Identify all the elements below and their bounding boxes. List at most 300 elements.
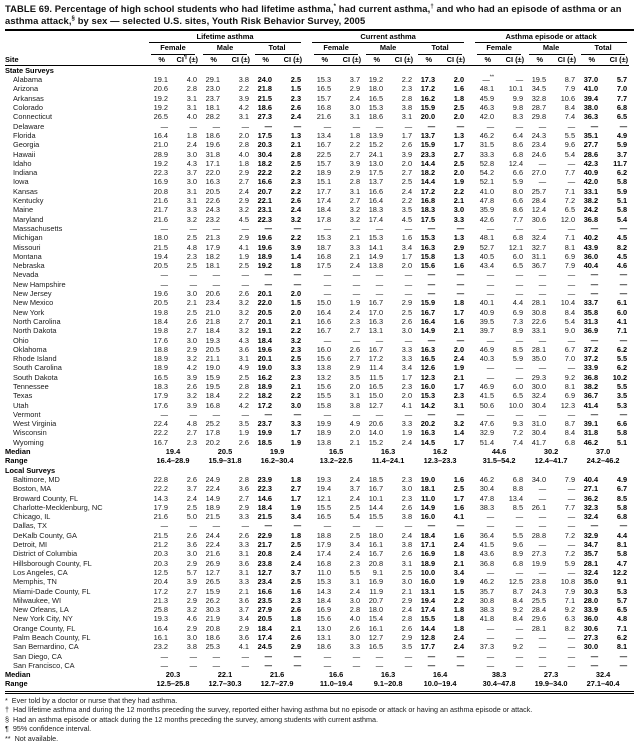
site-cell: Alabama [13, 75, 43, 85]
gap-cell [466, 326, 473, 335]
percent-cell: 18.8 [153, 344, 168, 354]
data-row [5, 336, 629, 345]
percent-cell: — [160, 223, 168, 233]
percent-cell: 42.0 [583, 177, 599, 187]
ci-cell: — [352, 270, 361, 280]
percent-cell: 18.2 [257, 391, 272, 401]
percent-cell: 15.0 [316, 298, 332, 308]
site-cell: Wyoming [13, 437, 44, 447]
gap-cell [466, 233, 473, 242]
ci-cell: 3.8 [349, 400, 361, 410]
percent-cell: — [486, 567, 495, 577]
gap-cell [466, 252, 473, 261]
percent-cell: 12.3 [420, 372, 436, 382]
ci-cell: 8.1 [564, 381, 576, 391]
percent-cell: 18.0 [368, 84, 384, 94]
gap-cell [303, 633, 310, 642]
ci-cell: 2.5 [401, 567, 413, 577]
ci-cell: 1.9 [238, 251, 249, 261]
ci-cell: 2.2 [290, 233, 302, 243]
ci-cell: 7.9 [564, 261, 576, 271]
percent-cell: 24.1 [368, 149, 384, 159]
top-rule [5, 29, 634, 31]
ci-cell: 2.7 [349, 149, 361, 159]
ci-cell: 5.9 [512, 177, 524, 187]
percent-cell: 15.3 [420, 391, 436, 401]
percent-cell: 14.9 [368, 251, 384, 261]
percent-cell: 20.3 [257, 140, 272, 150]
percent-cell: 36.7 [531, 261, 547, 271]
gap-cell [466, 196, 473, 205]
ci-cell: 2.7 [401, 168, 413, 178]
ci-cell: 5.7 [186, 567, 197, 577]
percent-cell: 32.4 [583, 512, 599, 522]
percent-cell: 36.9 [583, 326, 599, 336]
ci-cell: — [404, 409, 413, 419]
ci-cell: 1.4 [453, 428, 465, 438]
ci-cell: 1.9 [290, 502, 302, 512]
data-row [5, 540, 629, 549]
percent-cell: 14.3 [153, 493, 168, 503]
ci-cell: 2.5 [349, 530, 361, 540]
ci-cell: 2.6 [401, 549, 413, 559]
site-cell: Dallas, TX [13, 521, 47, 531]
percent-cell: 10.0 [420, 567, 436, 577]
percent-cell: 16.4 [368, 196, 384, 206]
gap-cell [303, 503, 310, 512]
ci-cell: 2.3 [401, 474, 413, 484]
ci-cell: 4.7 [616, 558, 628, 568]
percent-cell: 15.3 [316, 577, 332, 587]
percent-cell: 13.1 [368, 326, 384, 336]
gap-cell [303, 159, 310, 168]
percent-cell: 46.2 [479, 474, 495, 484]
gap-cell [466, 280, 473, 289]
percent-cell: 41.5 [479, 540, 495, 550]
ci-cell: 6.6 [512, 168, 524, 178]
ci-cell: 3.4 [401, 363, 413, 373]
percent-cell: 29.3 [531, 372, 547, 382]
ci-cell: 2.8 [238, 474, 249, 484]
percent-cell: 15.9 [420, 103, 436, 113]
ci-cell: 3.8 [401, 540, 413, 550]
gap-cell [303, 150, 310, 159]
percent-cell: 23.5 [257, 595, 272, 605]
percent-cell: 18.4 [205, 326, 220, 336]
percent-cell: 18.6 [257, 103, 272, 113]
footnotes [5, 696, 634, 744]
ci-cell: 1.4 [290, 251, 302, 261]
summary-value-cell: 27.3 [543, 670, 559, 680]
data-row [5, 605, 629, 614]
ci-cell: 3.3 [401, 344, 413, 354]
percent-cell: 40.5 [479, 251, 495, 261]
percent-cell: 14.6 [257, 493, 272, 503]
percent-cell: 16.2 [420, 93, 436, 103]
percent-cell: 21.6 [153, 214, 168, 224]
ci-cell: 1.3 [453, 130, 465, 140]
ci-cell: — [567, 651, 576, 661]
percent-cell: 22.8 [153, 474, 168, 484]
percent-cell: 33.1 [583, 186, 599, 196]
footnote-marker: * [333, 3, 337, 10]
ci-cell: 2.0 [290, 289, 302, 299]
percent-cell: 18.9 [153, 363, 168, 373]
gap-cell [466, 243, 473, 252]
gap-cell [303, 103, 310, 112]
bottom-rule [5, 691, 634, 694]
ci-cell: 3.0 [401, 326, 413, 336]
ci-cell: 4.9 [616, 474, 628, 484]
gap-cell [303, 614, 310, 623]
ci-cell: 2.6 [349, 623, 361, 633]
ci-cell: 2.6 [186, 474, 197, 484]
summary-row [5, 679, 629, 688]
data-row [5, 215, 629, 224]
percent-cell: 16.4 [153, 130, 168, 140]
gap-cell [303, 401, 310, 410]
site-cell: Los Angeles, CA [13, 567, 68, 577]
percent-cell: 20.3 [153, 558, 168, 568]
ci-cell: 2.3 [349, 316, 361, 326]
ci-cell: 2.6 [290, 633, 302, 642]
percent-cell: 23.8 [531, 577, 547, 587]
percent-cell: 14.9 [420, 502, 436, 512]
sex-header [199, 43, 251, 54]
percent-cell: 16.7 [368, 344, 384, 354]
summary-value-cell: 16.5 [328, 447, 344, 457]
ci-cell: 3.2 [349, 205, 361, 215]
percent-cell: 34.0 [531, 474, 547, 484]
gap-cell [466, 345, 473, 354]
ci-cell: — [293, 121, 302, 131]
percent-cell: — [538, 484, 547, 494]
data-row [5, 391, 629, 400]
ci-cell: 4.8 [186, 419, 197, 429]
ci-cell: 2.6 [186, 530, 197, 540]
percent-cell: 26.5 [153, 112, 168, 122]
ci-cell: 3.2 [290, 335, 302, 345]
ci-cell: 1.7 [290, 493, 302, 503]
ci-cell: 2.3 [186, 437, 197, 447]
percent-cell: 18.9 [316, 168, 332, 178]
ci-cell: 2.4 [186, 140, 197, 150]
ci-cell: — [515, 567, 524, 577]
percent-cell: 24.0 [257, 75, 272, 85]
corner-cell [5, 32, 147, 43]
percent-cell: 16.5 [420, 354, 436, 364]
ci-cell: 2.2 [349, 140, 361, 150]
ci-cell: 10.6 [560, 93, 576, 103]
percent-cell: 41.5 [479, 391, 495, 401]
summary-value-cell: 12.7–27.9 [260, 679, 294, 689]
ci-cell: 3.9 [349, 158, 361, 168]
ci-cell: — [189, 651, 197, 661]
ci-cell: 4.8 [186, 242, 197, 252]
ci-cell: 1.9 [401, 428, 413, 438]
ci-cell: 1.6 [453, 84, 465, 94]
ci-cell: — [567, 484, 576, 494]
gap-cell [303, 661, 310, 670]
ci-cell: 8.0 [512, 186, 524, 196]
section-label: Local Surveys [5, 465, 56, 475]
ci-column-header: CI (±) [602, 55, 629, 66]
percent-cell: 25.8 [153, 605, 168, 615]
ci-cell: 1.8 [453, 614, 465, 624]
gap-cell [466, 484, 473, 493]
percent-cell: 23.2 [153, 642, 168, 652]
percent-cell: 14.2 [420, 400, 436, 410]
sex-header-label: Total [255, 43, 299, 54]
percent-cell: 20.6 [205, 289, 220, 299]
ci-cell: — [619, 335, 628, 345]
percent-cell: — [486, 121, 495, 131]
percent-cell: 16.1 [368, 540, 384, 550]
ci-cell: 2.0 [453, 344, 465, 354]
percent-cell: 21.5 [257, 93, 272, 103]
ci-cell: 3.5 [616, 391, 628, 401]
ci-cell: 2.4 [290, 112, 302, 122]
gap-cell [466, 447, 473, 456]
percent-cell: 19.2 [153, 158, 168, 168]
ci-cell: 7.2 [564, 549, 576, 559]
percent-cell: 15.2 [368, 437, 384, 447]
percent-cell: — [538, 540, 547, 550]
percent-cell: 12.6 [420, 363, 436, 373]
percent-cell: — [264, 121, 272, 131]
ci-column-header: CI (±) [335, 55, 362, 66]
data-row [5, 261, 629, 270]
ci-cell: 3.2 [290, 214, 302, 224]
group-header [147, 32, 303, 43]
gap-cell [466, 633, 473, 642]
ci-cell: 9.0 [564, 326, 576, 336]
percent-cell: — [323, 289, 332, 299]
ci-cell: 3.6 [238, 344, 249, 354]
percent-cell: 22.9 [257, 530, 272, 540]
percent-cell: 46.9 [479, 344, 495, 354]
footnote: ¶ 95% confidence interval. [5, 724, 92, 734]
ci-cell: 2.9 [401, 595, 413, 605]
percent-cell: 37.2 [583, 354, 599, 364]
ci-cell: 2.9 [349, 168, 361, 178]
gap-cell [466, 205, 473, 214]
percent-cell: 31.8 [205, 149, 220, 159]
ci-cell: 2.8 [349, 605, 361, 615]
ci-cell: — [404, 279, 413, 289]
site-cell: Hawaii [13, 149, 36, 159]
percent-cell: 17.2 [420, 84, 436, 94]
site-cell: North Dakota [13, 326, 57, 336]
ci-cell: 5.9 [512, 354, 524, 364]
ci-cell: 7.4 [564, 112, 576, 122]
gap-cell [466, 410, 473, 419]
ci-cell: 5.3 [616, 400, 628, 410]
percent-cell: 19.2 [153, 103, 168, 113]
asthma-table [5, 32, 629, 689]
ci-cell: 8.3 [512, 112, 524, 122]
data-row [5, 289, 629, 298]
site-cell: Maine [13, 205, 34, 215]
percent-cell: 19.2 [153, 93, 168, 103]
percent-cell: 15.3 [368, 103, 384, 113]
data-row [5, 401, 629, 410]
ci-cell: 4.5 [238, 214, 249, 224]
site-cell: Florida [13, 130, 36, 140]
ci-column-header: CI (±) [387, 55, 414, 66]
site-cell: Orange County, FL [13, 623, 76, 633]
ci-cell: 2.6 [186, 381, 197, 391]
ci-cell: — [619, 289, 628, 299]
percent-cell: 30.6 [531, 214, 547, 224]
percent-cell: — [427, 223, 436, 233]
percent-cell: 14.1 [368, 242, 384, 252]
percent-cell: — [160, 279, 168, 289]
percent-cell: 18.9 [257, 251, 272, 261]
gap-cell [466, 559, 473, 568]
ci-cell: 2.4 [349, 261, 361, 271]
ci-cell: 3.0 [186, 149, 197, 159]
percent-cell: 15.5 [368, 512, 384, 522]
site-cell: New Hampshire [13, 279, 66, 289]
percent-cell: 32.3 [583, 502, 599, 512]
gap-cell [466, 122, 473, 131]
ci-cell: 2.6 [290, 103, 302, 113]
summary-value-cell: 20.3 [165, 670, 181, 680]
percent-cell: 15.6 [316, 381, 332, 391]
summary-value-cell: 16.3 [380, 670, 396, 680]
percent-cell: — [486, 223, 495, 233]
summary-value-cell: 16.6 [328, 670, 344, 680]
ci-cell: 3.5 [349, 372, 361, 382]
percent-cell: 19.1 [257, 326, 272, 336]
ci-cell: — [241, 651, 249, 661]
ci-cell: 2.0 [238, 130, 249, 140]
percent-cell: — [427, 270, 436, 280]
gap-cell [303, 484, 310, 493]
data-row [5, 317, 629, 326]
ci-cell: 1.9 [349, 298, 361, 308]
ci-cell: 2.4 [453, 540, 465, 550]
percent-cell: 27.3 [583, 633, 599, 642]
gap-cell [466, 652, 473, 661]
ci-cell: 6.9 [564, 251, 576, 261]
ci-cell: — [515, 660, 524, 670]
percent-cell: 22.0 [205, 168, 220, 178]
percent-cell: 27.9 [257, 605, 272, 615]
ci-cell: 1.6 [453, 316, 465, 326]
group-header [473, 32, 629, 43]
percent-cell: 17.1 [420, 540, 436, 550]
percent-cell: 16.9 [368, 577, 384, 587]
data-row [5, 614, 629, 623]
ci-column-header: CI (±) [550, 55, 577, 66]
percent-cell: 18.4 [316, 595, 332, 605]
ci-cell: 7.1 [616, 326, 628, 336]
data-row [5, 177, 629, 186]
data-row [5, 577, 629, 586]
percent-cell: 20.5 [205, 344, 220, 354]
percent-cell: 33.7 [583, 298, 599, 308]
ci-cell: 5.5 [564, 130, 576, 140]
percent-cell: 35.8 [583, 307, 599, 317]
ci-cell: 4.0 [238, 149, 249, 159]
percent-cell: 22.2 [153, 428, 168, 438]
gap-cell [466, 382, 473, 391]
ci-cell: 2.0 [401, 261, 413, 271]
ci-cell: 5.7 [616, 75, 628, 85]
percent-cell: 17.8 [205, 428, 220, 438]
ci-cell: 7.0 [564, 354, 576, 364]
site-cell: New Jersey [13, 289, 52, 299]
gap-cell [466, 224, 473, 233]
data-row [5, 503, 629, 512]
ci-cell: 2.4 [401, 186, 413, 196]
percent-cell: 19.2 [257, 261, 272, 271]
ci-cell: 4.9 [616, 130, 628, 140]
gap-cell [466, 363, 473, 372]
gap-cell [303, 373, 310, 382]
ci-cell: 12.3 [560, 400, 576, 410]
percent-cell: 17.2 [153, 586, 168, 596]
percent-cell: 41.8 [479, 614, 495, 624]
percent-cell: 13.8 [316, 437, 332, 447]
ci-cell: 6.2 [616, 168, 628, 178]
percent-cell: 16.5 [316, 512, 332, 522]
ci-cell: 2.3 [290, 344, 302, 354]
percent-cell: — [427, 521, 436, 531]
ci-cell: 2.7 [186, 326, 197, 336]
percent-column-header: % [577, 55, 602, 66]
ci-cell: 3.1 [238, 112, 249, 122]
gap-cell [466, 32, 473, 43]
ci-cell: 1.8 [349, 130, 361, 140]
gap-cell [466, 215, 473, 224]
percent-cell: 22.2 [257, 168, 272, 178]
ci-cell: 1.6 [453, 474, 465, 484]
percent-cell: — [323, 521, 332, 531]
gap-cell [303, 577, 310, 586]
data-row [5, 345, 629, 354]
ci-cell: 3.2 [186, 214, 197, 224]
gap-cell [303, 475, 310, 484]
site-cell: Colorado [13, 103, 43, 113]
ci-cell: 9.3 [512, 419, 524, 429]
percent-cell: 11.0 [421, 493, 436, 503]
ci-cell: 5.4 [349, 512, 361, 522]
percent-cell: 17.9 [153, 502, 168, 512]
percent-cell: 27.1 [583, 484, 599, 494]
ci-cell: 1.7 [453, 493, 465, 503]
percent-cell: 18.4 [153, 316, 168, 326]
percent-cell: 17.4 [420, 605, 436, 615]
ci-cell: — [189, 270, 197, 280]
percent-cell: 16.5 [368, 381, 384, 391]
percent-cell: 12.5 [153, 567, 168, 577]
percent-cell: 16.4 [316, 307, 332, 317]
percent-cell: 18.3 [153, 381, 168, 391]
percent-cell: 19.3 [205, 335, 220, 345]
ci-cell: 7.2 [564, 196, 576, 206]
ci-cell: 3.0 [186, 335, 197, 345]
ci-cell: 4.1 [401, 400, 413, 410]
percent-cell: 40.9 [479, 307, 495, 317]
gap-cell [466, 75, 473, 84]
ci-cell: — [567, 642, 576, 652]
ci-cell: — [456, 223, 465, 233]
percent-cell: — [486, 623, 495, 633]
ci-cell: 2.5 [290, 540, 302, 550]
